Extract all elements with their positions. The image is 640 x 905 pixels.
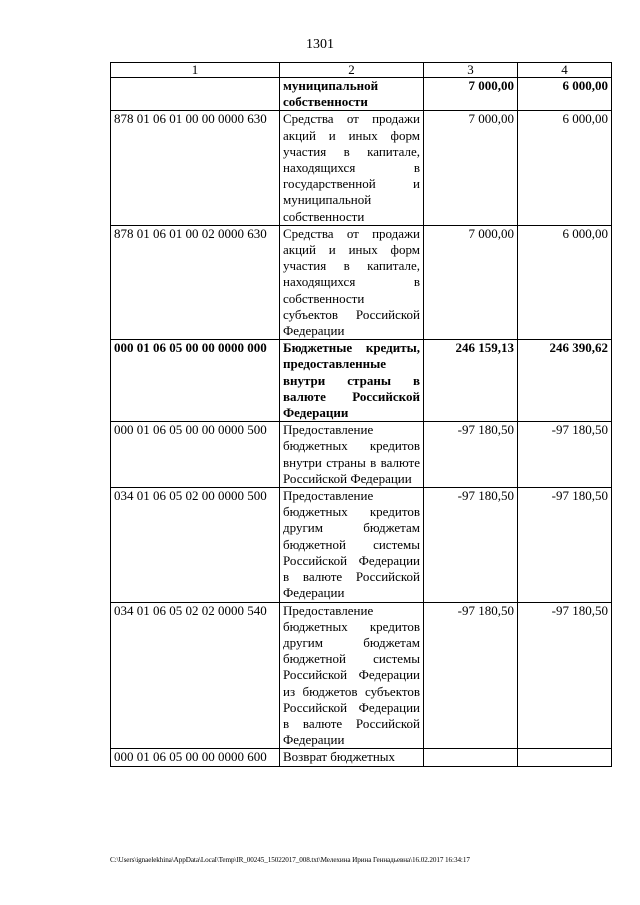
row-value-col3: -97 180,50	[424, 422, 518, 488]
row-value-col3	[424, 749, 518, 766]
file-path-footer: C:\Users\ignaelekhina\AppData\Local\Temp\IR_00245_15022017_008.txt\Мелехина Ирина Геннадьевна\16.02.2017 16:34:17	[110, 856, 470, 864]
table-row	[111, 422, 612, 488]
table-row	[111, 488, 612, 602]
row-code	[111, 78, 280, 111]
row-code: 878 01 06 01 00 00 0000 630	[111, 111, 280, 225]
row-code: 034 01 06 05 02 02 0000 540	[111, 602, 280, 749]
row-value-col3: 7 000,00	[424, 78, 518, 111]
row-value-col4: 6 000,00	[518, 111, 612, 225]
column-header-4: 4	[518, 63, 612, 78]
row-name: Возврат бюджетных	[280, 749, 424, 766]
row-code: 878 01 06 01 00 02 0000 630	[111, 225, 280, 339]
row-value-col4: -97 180,50	[518, 422, 612, 488]
page-number: 1301	[306, 37, 334, 52]
row-code: 000 01 06 05 00 00 0000 000	[111, 340, 280, 422]
column-header-1: 1	[111, 63, 280, 78]
row-code: 000 01 06 05 00 00 0000 500	[111, 422, 280, 488]
row-code: 034 01 06 05 02 00 0000 500	[111, 488, 280, 602]
table-row	[111, 602, 612, 749]
row-value-col4: 6 000,00	[518, 225, 612, 339]
row-value-col3: -97 180,50	[424, 602, 518, 749]
row-value-col3: -97 180,50	[424, 488, 518, 602]
column-header-row	[111, 63, 612, 78]
row-value-col3: 7 000,00	[424, 111, 518, 225]
row-name: Бюджетные кредиты, предоставленные внутри страны в валюте Российской Федерации	[280, 340, 424, 422]
row-name: Предоставление бюджетных кредитов внутри страны в валюте Российской Федерации	[280, 422, 424, 488]
row-name: Предоставление бюджетных кредитов другим бюджетам бюджетной системы Российской Федерации в валюте Российской Федерации	[280, 488, 424, 602]
column-header-2: 2	[280, 63, 424, 78]
budget-table	[110, 62, 612, 767]
row-value-col4: -97 180,50	[518, 602, 612, 749]
row-value-col4	[518, 749, 612, 766]
table-row	[111, 340, 612, 422]
row-value-col3: 246 159,13	[424, 340, 518, 422]
table-row	[111, 749, 612, 766]
table-row	[111, 78, 612, 111]
column-header-3: 3	[424, 63, 518, 78]
row-value-col4: 246 390,62	[518, 340, 612, 422]
row-code: 000 01 06 05 00 00 0000 600	[111, 749, 280, 766]
table-row	[111, 225, 612, 339]
row-name: Предоставление бюджетных кредитов другим бюджетам бюджетной системы Российской Федерации из бюджетов субъектов Российской Федерации в валюте Российской Федерации	[280, 602, 424, 749]
row-value-col3: 7 000,00	[424, 225, 518, 339]
row-value-col4: 6 000,00	[518, 78, 612, 111]
row-name: Средства от продажи акций и иных форм участия в капитале, находящихся в собственности субъектов Российской Федерации	[280, 225, 424, 339]
row-name: Средства от продажи акций и иных форм участия в капитале, находящихся в государственной и муниципальной собственности	[280, 111, 424, 225]
row-value-col4: -97 180,50	[518, 488, 612, 602]
row-name: муниципальной собственности	[280, 78, 424, 111]
table-row	[111, 111, 612, 225]
